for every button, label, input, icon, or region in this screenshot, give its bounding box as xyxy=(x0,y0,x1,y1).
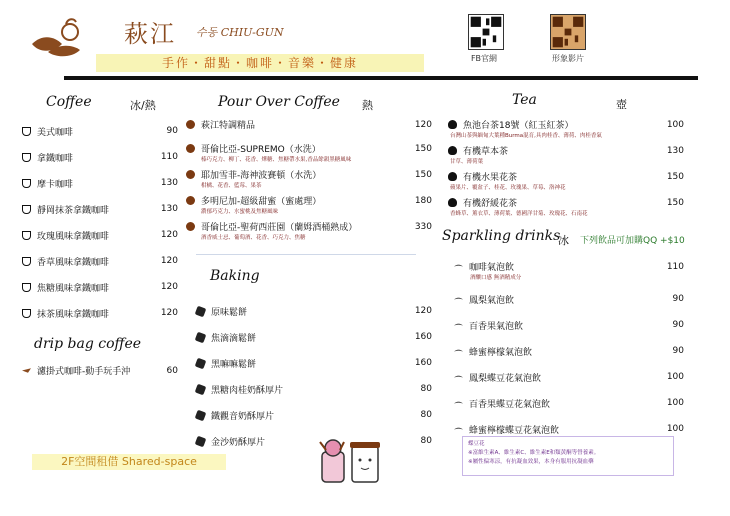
list-item: 靜岡抹茶拿鐵咖啡 130 xyxy=(22,196,178,222)
list-item: 鳳梨氣泡飲 90 xyxy=(454,286,684,312)
list-item: 百香果氣泡飲 90 xyxy=(454,312,684,338)
list-item: 焦糖風味拿鐵咖啡 120 xyxy=(22,274,178,300)
list-item: 多明尼加-超級甜蜜（蜜處理） 180 濃郁巧克力、水蜜桃及焦糖風味 xyxy=(186,194,432,220)
baking-title: Baking xyxy=(210,268,260,284)
coffee-cup-icon xyxy=(22,257,31,266)
fb-qr-label: FB官網 xyxy=(470,54,498,63)
bird-icon xyxy=(454,295,463,304)
list-item: 美式咖啡 90 xyxy=(22,118,178,144)
shared-space-banner: 2F空間租借 Shared-space xyxy=(32,454,226,470)
bird-icon xyxy=(454,347,463,356)
coffee-cup-icon xyxy=(22,283,31,292)
video-qr-label: 形象影片 xyxy=(552,54,584,63)
list-item: 焦滴滴鬆餅 160 xyxy=(196,324,432,350)
list-item: 萩江特調精品 120 xyxy=(186,118,432,142)
coffee-cup-icon xyxy=(22,127,31,136)
waffle-icon xyxy=(195,357,207,369)
waffle-icon xyxy=(195,305,207,317)
coffee-cup-icon xyxy=(22,153,31,162)
list-item: 拿鐵咖啡 110 xyxy=(22,144,178,170)
teapot-icon xyxy=(448,146,457,155)
coffee-bean-icon xyxy=(186,120,195,129)
pourover-underline xyxy=(196,254,416,255)
waffle-icon xyxy=(195,331,207,343)
coffee-col-label: 冰/熱 xyxy=(130,99,156,112)
note-line-1: ※富維生素A、維生素C、維生素E和類黃酮等營養素。 xyxy=(468,450,600,456)
pourover-col-label: 熱 xyxy=(362,99,373,112)
note-line-2: ※屬性偏寒涼，有抗凝血效果，本身有服用抗凝血藥 xyxy=(468,459,594,465)
list-item: 咖啡氣泡飲 110 酒釀口感 無酒精成分 xyxy=(454,260,684,286)
bird-icon xyxy=(454,262,463,271)
slogan-banner: 手作・甜點・咖啡・音樂・健康 xyxy=(96,54,424,72)
drip-bag-icon xyxy=(22,366,31,375)
list-item: 香草風味拿鐵咖啡 120 xyxy=(22,248,178,274)
list-item: 魚池台茶18號（紅玉紅茶） 100 台灣山茶與緬甸大葉種Burma混育,具肉桂香、薄荷、肉桂香氣 xyxy=(450,119,684,139)
list-item: 鐵觀音奶酥厚片 80 xyxy=(196,402,432,428)
coffee-bean-icon xyxy=(186,196,195,205)
coffee-title: Coffee xyxy=(46,94,92,110)
video-qr-code[interactable] xyxy=(550,14,586,50)
bird-icon xyxy=(454,373,463,382)
list-item: 蜂蜜檸檬氣泡飲 90 xyxy=(454,338,684,364)
pourover-list xyxy=(186,118,432,246)
list-item: 玫瑰風味拿鐵咖啡 120 xyxy=(22,222,178,248)
list-item: 黑糖肉桂奶酥厚片 80 xyxy=(196,376,432,402)
sparkling-col-label: 冰 xyxy=(558,234,569,247)
coffee-list xyxy=(22,118,178,326)
toast-icon xyxy=(195,383,207,395)
coffee-cup-icon xyxy=(22,205,31,214)
list-item: 有機水果花茶 150 蘋果片、覆盆子、桂花、玫瑰果、草莓、洛神花 xyxy=(450,171,684,191)
butterfly-pea-note xyxy=(462,436,674,476)
list-item: 金沙奶酥厚片 80 xyxy=(196,428,432,454)
coffee-cup-icon xyxy=(22,309,31,318)
list-item: 摩卡咖啡 130 xyxy=(22,170,178,196)
brand-logo xyxy=(28,14,90,58)
bird-icon xyxy=(454,321,463,330)
baking-list xyxy=(196,298,432,454)
list-item: 有機舒緩花茶 150 香蜂草、薰衣草、薄荷葉、德國洋甘菊、玫瑰花、石南花 xyxy=(450,197,684,217)
bird-icon xyxy=(454,399,463,408)
note-title: 蝶豆花 xyxy=(468,441,485,447)
toast-icon xyxy=(195,409,207,421)
list-item: 哥倫比亞-聖荷西莊園（蘭姆酒桶熟成） 330 酒香威士忌、葡萄酒、花香、巧克力、焦糖 xyxy=(186,220,432,246)
teapot-icon xyxy=(448,172,457,181)
sparkling-title: Sparkling drinks xyxy=(442,228,561,244)
list-item: 濾掛式咖啡-動手玩手沖 60 xyxy=(22,364,178,377)
coffee-bean-icon xyxy=(186,170,195,179)
bird-icon xyxy=(454,425,463,434)
coffee-bean-icon xyxy=(186,144,195,153)
list-item: 百香果蝶豆花氣泡飲 100 xyxy=(454,390,684,416)
list-item: 抹茶風味拿鐵咖啡 120 xyxy=(22,300,178,326)
tea-col-label: 壺 xyxy=(616,98,627,111)
list-item: 黑嘛嘛鬆餅 160 xyxy=(196,350,432,376)
pourover-title: Pour Over Coffee xyxy=(218,94,340,110)
teapot-icon xyxy=(448,198,457,207)
list-item: 哥倫比亞-SUPREMO（水洗） 150 榛巧克力、柳丁、花香、燁糖、焦糖帶水果,香品餘韻黑糖風味 xyxy=(186,142,432,168)
coffee-cup-icon xyxy=(22,179,31,188)
list-item: 耶加雪菲-海神波賽頓（水洗） 150 柑橘、花香、藍莓、果茶 xyxy=(186,168,432,194)
tea-title: Tea xyxy=(512,92,537,108)
brand-subtitle: 수동 CHIU-GUN xyxy=(196,26,284,39)
brand-name: 萩江 xyxy=(124,20,176,48)
header-divider xyxy=(64,76,698,80)
sparkling-promo: 下列飲品可加購QQ +$10 xyxy=(580,236,685,246)
teapot-icon xyxy=(448,120,457,129)
drip-title: drip bag coffee xyxy=(34,336,142,352)
coffee-cup-icon xyxy=(22,231,31,240)
fb-qr-code[interactable] xyxy=(468,14,504,50)
coffee-bean-icon xyxy=(186,222,195,231)
toast-icon xyxy=(195,435,207,447)
list-item: 鳳梨蝶豆花氣泡飲 100 xyxy=(454,364,684,390)
tea-list xyxy=(448,118,684,222)
sparkling-list xyxy=(454,260,684,442)
cafe-mascot-illustration xyxy=(318,436,384,488)
list-item: 原味鬆餅 120 xyxy=(196,298,432,324)
list-item: 有機草本茶 130 甘草、薄荷葉 xyxy=(450,145,684,165)
list-item: 蜂蜜檸檬蝶豆花氣泡飲 100 xyxy=(454,416,684,442)
